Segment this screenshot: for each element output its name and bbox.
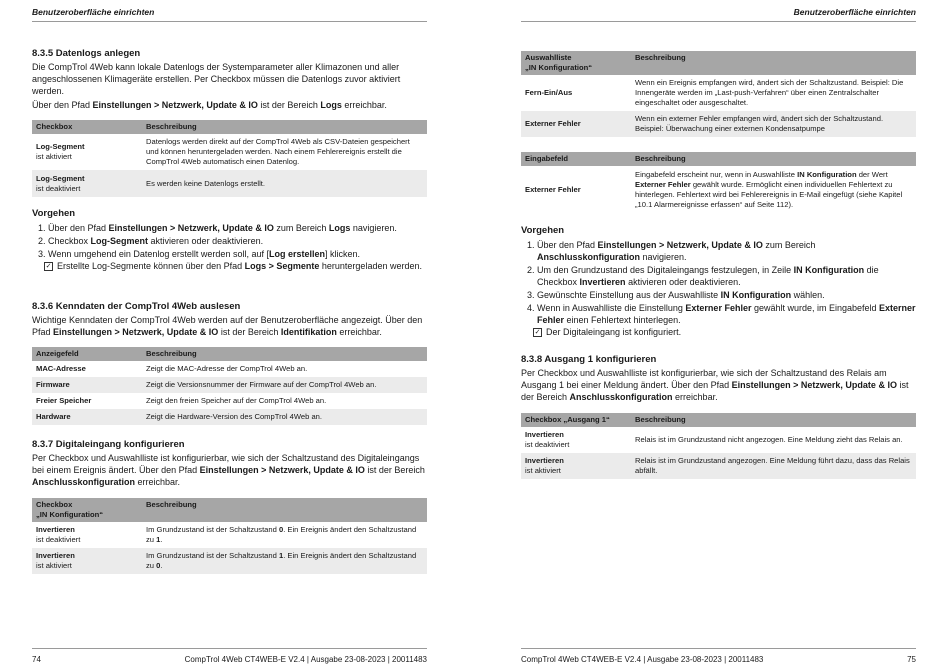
page-number: 74 [32,655,41,664]
result-note: ✓ Der Digitaleingang ist konfiguriert. [534,327,682,337]
table-header: Anzeigefeld Beschreibung [32,347,427,361]
step: 1. Über den Pfad Einstellungen > Netzwerk, Update & IO zum Bereich Logs navigieren. [48,222,427,234]
table-header: Checkbox Beschreibung [32,120,427,134]
table-row: Freier Speicher Zeigt den freien Speicher auf der CompTrol 4Web an. [36,396,327,405]
page-footer [32,648,427,664]
selection-list-table [521,51,916,137]
paragraph: Per Checkbox und Auswahlliste ist konfigurierbar, wie sich der Schaltzustand des Relais am Ausgang 1 bei einer Meldung ändert. Über den Pfad Einstellungen > Netzwerk, Update & IO ist der Bereich Anschlusskonfiguration erreichbar. [521,368,909,402]
table-header: Eingabefeld Beschreibung [521,152,916,166]
input-config-table [32,498,427,574]
table-header: Auswahlliste „IN Konfiguration“ Beschreibung [521,51,916,75]
right-page [521,0,916,664]
section-8-3-6 [32,301,427,342]
table-row: Firmware Zeigt die Versionsnummer der Firmware auf der CompTrol 4Web an. [32,377,427,393]
identification-table [32,347,427,425]
procedure-logs [32,208,427,273]
step: 4. Wenn in Auswahlliste die Einstellung Externer Fehler gewählt wurde, im Eingabefeld Externer Fehler einen Fehlertext hinterlegen. [537,302,916,326]
checked-box-icon: ✓ [534,329,541,337]
table-row: Log-Segment ist deaktiviert Es werden keine Datenlogs erstellt. [32,170,427,197]
table-header: Checkbox „Ausgang 1“ Beschreibung [521,413,916,427]
checked-box-icon: ✓ [45,263,52,271]
table-row: Fern-Ein/Aus Wenn ein Ereignis empfangen wird, ändert sich der Schaltzustand. Beispiel: Die Innengeräte werden im „Last-push-Verfahren“ über einen Zentralschalter eingeschaltet oder ausgeschaltet. [525,78,904,107]
procedure-title: Vorgehen [32,208,76,219]
paragraph: Per Checkbox und Auswahlliste ist konfigurierbar, wie sich der Schaltzustand des Digitaleingangs bei einem Ereignis ändert. Über den Pfad Einstellungen > Netzwerk, Update & IO ist der Bereich Anschlusskonfiguration erreichbar. [32,453,425,487]
input-field-table [521,152,916,214]
table-row: Invertieren ist aktiviert Relais ist im Grundzustand angezogen. Eine Meldung führt dazu, dass das Relais abfällt. [521,453,916,479]
section-title: 8.3.8 Ausgang 1 konfigurieren [521,354,657,365]
section-title: 8.3.7 Digitaleingang konfigurieren [32,439,185,450]
procedure-title: Vorgehen [521,225,565,236]
step: 2. Checkbox Log-Segment aktivieren oder deaktivieren. [48,235,427,247]
paragraph: Wichtige Kenndaten der CompTrol 4Web werden auf der Benutzeroberfläche angezeigt. Über den Pfad Einstellungen > Netzwerk, Update & IO ist der Bereich Identifikation erreichbar. [32,315,423,337]
table-header: Checkbox „IN Konfiguration“ Beschreibung [32,498,427,522]
table-row: Externer Fehler Wenn ein externer Fehler empfangen wird, ändert sich der Schaltzustand. Beispiel: Überwachung einer externen Kondensatpumpe [521,111,916,137]
table-row: Invertieren ist deaktiviert Im Grundzustand ist der Schaltzustand 0. Ein Ereignis ändert den Schaltzustand zu 1. [36,525,417,544]
left-page [32,0,427,664]
result-note: ✓ Erstellte Log-Segmente können über den Pfad Logs > Segmente heruntergeladen werden. [45,261,422,271]
page-footer [521,648,916,664]
page-header: Benutzeroberfläche einrichten [521,7,916,22]
table-row: Invertieren ist deaktiviert Relais ist im Grundzustand nicht angezogen. Eine Meldung zieht das Relais an. [525,430,903,449]
section-8-3-7 [32,439,427,491]
step: 2. Um den Grundzustand des Digitaleingangs festzulegen, in Zeile IN Konfiguration die Checkbox Invertieren aktivieren oder deaktivieren. [537,264,916,288]
table-row: MAC-Adresse Zeigt die MAC-Adresse der CompTrol 4Web an. [36,364,308,373]
page-number: 75 [907,655,916,664]
table-row: Externer Fehler Eingabefeld erscheint nur, wenn in Auswahlliste IN Konfiguration der Wert Externer Fehler gewählt wurde. Ermöglicht einen individuellen Fehlertext zu hinterlegen. Fehlertext wird bei Fehlerereignis in E-Mail eingefügt (siehe Kapitel „10.1 Alarmereignisse erfassen“ auf Seite 112). [525,170,903,209]
step: 1. Über den Pfad Einstellungen > Netzwerk, Update & IO zum Bereich Anschlusskonfiguration navigieren. [537,239,916,263]
table-row: Hardware Zeigt die Hardware-Version des CompTrol 4Web an. [32,409,427,425]
page-header: Benutzeroberfläche einrichten [32,7,427,22]
footer-info: CompTrol 4Web CT4WEB-E V2.4 | Ausgabe 23-08-2023 | 20011483 [521,655,764,664]
step: 3. Wenn umgehend ein Datenlog erstellt werden soll, auf [Log erstellen] klicken. [48,248,427,260]
footer-info: CompTrol 4Web CT4WEB-E V2.4 | Ausgabe 23-08-2023 | 20011483 [184,655,427,664]
paragraph: Die CompTrol 4Web kann lokale Datenlogs der Systemparameter aller Klimazonen und aller angeschlossenen Klimageräte erstellen. Per Checkbox müssen die Datenlogs zuvor aktiviert werden. [32,62,401,96]
section-8-3-8 [521,354,916,406]
paragraph: Über den Pfad Einstellungen > Netzwerk, Update & IO ist der Bereich Logs erreichbar. [32,100,387,111]
table-row: Invertieren ist aktiviert Im Grundzustand ist der Schaltzustand 1. Ein Ereignis ändert den Schaltzustand zu 0. [32,548,427,574]
output-config-table [521,413,916,479]
procedure-input [521,225,916,339]
section-title: 8.3.6 Kenndaten der CompTrol 4Web auslesen [32,301,241,312]
step: 3. Gewünschte Einstellung aus der Auswahlliste IN Konfiguration wählen. [537,289,916,301]
section-8-3-5 [32,48,427,115]
table-row: Log-Segment ist aktiviert Datenlogs werden direkt auf der CompTrol 4Web als CSV-Dateien gespeichert und können heruntergeladen werden. Nach einem Fehlerereignis erstellt die CompTrol 4Web automatisch einen Datenlog. [36,137,410,166]
datalog-table [32,120,427,197]
section-title: 8.3.5 Datenlogs anlegen [32,48,141,59]
